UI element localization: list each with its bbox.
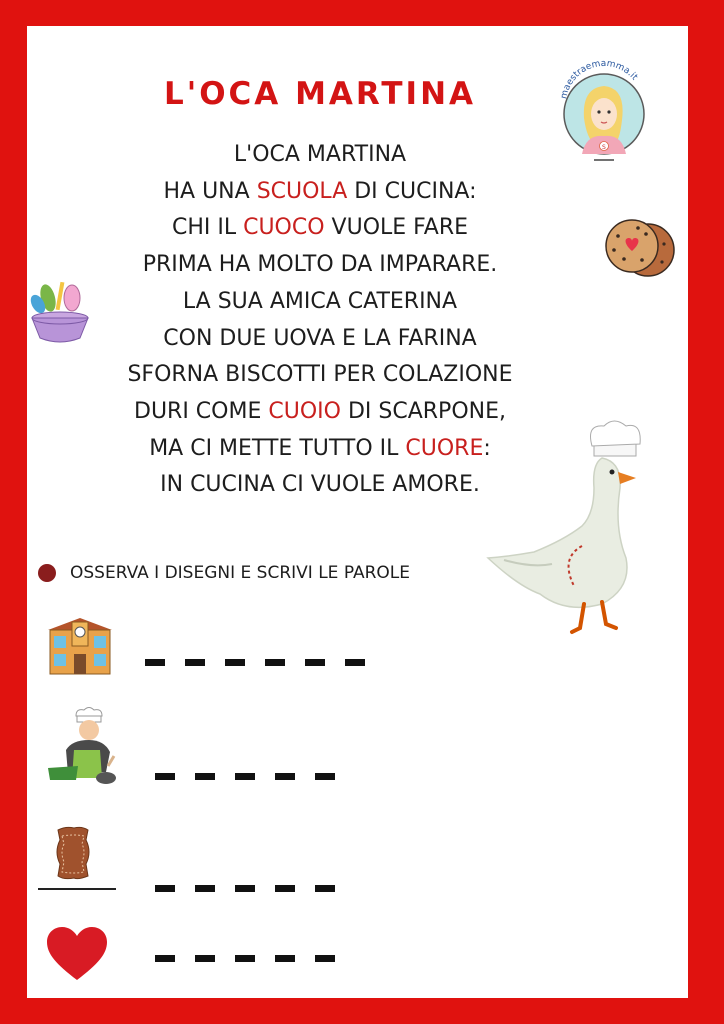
answer-dashes-3[interactable] <box>155 885 355 892</box>
poem-line <box>0 321 640 358</box>
letter-blank <box>275 773 295 780</box>
highlighted-word: CUOCO <box>243 215 325 241</box>
letter-blank <box>315 773 335 780</box>
poem-text-segment: HA UNA <box>163 178 257 204</box>
poem-text-segment: PRIMA HA MOLTO DA IMPARARE. <box>142 252 498 278</box>
page-title: L'OCA MARTINA <box>163 76 477 112</box>
poem-line <box>0 210 640 247</box>
poem-text <box>0 137 640 504</box>
answer-dashes-4[interactable] <box>155 955 355 962</box>
letter-blank <box>345 659 365 666</box>
letter-blank <box>315 955 335 962</box>
cook-icon <box>44 706 124 788</box>
leather-icon <box>38 822 118 892</box>
poem-text-segment: SFORNA BISCOTTI PER COLAZIONE <box>127 362 513 388</box>
letter-blank <box>155 773 175 780</box>
letter-blank <box>235 885 255 892</box>
letter-blank <box>235 773 255 780</box>
answer-dashes-2[interactable] <box>155 773 355 780</box>
highlighted-word: SCUOLA <box>256 178 348 204</box>
letter-blank <box>305 659 325 666</box>
poem-text-segment: DI SCARPONE, <box>340 398 506 424</box>
answer-dashes-1[interactable] <box>145 659 385 666</box>
poem-text-segment: VUOLE FARE <box>324 215 469 241</box>
highlighted-word: CUORE <box>405 435 484 461</box>
letter-blank <box>155 955 175 962</box>
letter-blank <box>155 885 175 892</box>
logo-text: maestraemamma.it <box>559 58 640 100</box>
letter-blank <box>145 659 165 666</box>
letter-blank <box>265 659 285 666</box>
poem-text-segment: IN CUCINA CI VUOLE AMORE. <box>160 472 480 498</box>
instruction-row <box>38 563 410 583</box>
letter-blank <box>275 955 295 962</box>
poem-text-segment: MA CI METTE TUTTO IL <box>149 435 406 461</box>
poem-line <box>0 394 640 431</box>
poem-line <box>0 247 640 284</box>
heart-icon <box>46 926 108 982</box>
letter-blank <box>315 885 335 892</box>
poem-text-segment: CON DUE UOVA E LA FARINA <box>163 325 477 351</box>
highlighted-word: CUOIO <box>268 398 341 424</box>
poem-text-segment: LA SUA AMICA CATERINA <box>182 288 458 314</box>
letter-blank <box>195 773 215 780</box>
letter-blank <box>275 885 295 892</box>
poem-line <box>0 174 640 211</box>
instruction-text: OSSERVA I DISEGNI E SCRIVI LE PAROLE <box>70 563 411 583</box>
letter-blank <box>185 659 205 666</box>
poem-text-segment: : <box>483 435 491 461</box>
poem-line <box>0 431 640 468</box>
poem-text-segment: CHI IL <box>171 215 244 241</box>
poem-text-segment: DURI COME <box>134 398 269 424</box>
letter-blank <box>195 885 215 892</box>
poem-line <box>0 284 640 321</box>
bullet-icon <box>38 564 56 582</box>
poem-text-segment: L'OCA MARTINA <box>233 142 407 167</box>
poem-text-segment: DI CUCINA: <box>347 178 477 204</box>
poem-line <box>0 467 640 504</box>
letter-blank <box>195 955 215 962</box>
school-building-icon <box>46 616 114 676</box>
poem-line <box>0 137 640 174</box>
svg-text:S: S <box>602 144 606 151</box>
letter-blank <box>225 659 245 666</box>
letter-blank <box>235 955 255 962</box>
poem-line <box>0 357 640 394</box>
